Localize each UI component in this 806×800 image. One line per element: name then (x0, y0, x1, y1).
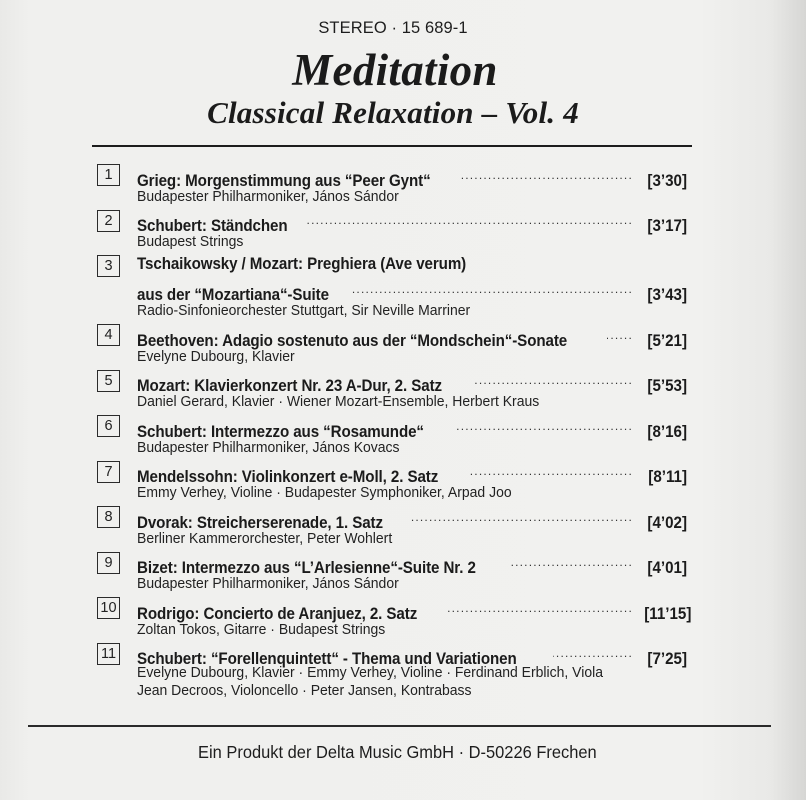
track-performers: Evelyne Dubourg, Klavier · Emmy Verhey, Violine · Ferdinand Erblich, Viola (137, 664, 603, 681)
dot-leader (307, 208, 633, 232)
track-performers: Budapester Philharmoniker, János Sándor (137, 575, 399, 592)
track-performers: Berliner Kammerorchester, Peter Wohlert (137, 529, 393, 547)
track-duration: [4’01] (647, 559, 687, 577)
track-title: Dvorak: Streicherserenade, 1. Satz (137, 513, 383, 532)
track-performers-continued: Jean Decroos, Violoncello · Peter Jansen, Kontrabass (137, 682, 472, 699)
track-duration: [7’25] (647, 650, 687, 668)
track-title: Schubert: Intermezzo aus “Rosamunde“ (137, 422, 424, 441)
track-item (97, 368, 687, 414)
bottom-divider (28, 725, 771, 727)
tracklist (97, 162, 692, 700)
track-performers: Radio-Sinfonieorchester Stuttgart, Sir Neville Marriner (137, 302, 471, 319)
catalog-number: STEREO · 15 689-1 (318, 19, 468, 37)
dot-leader (454, 413, 633, 437)
track-item (97, 162, 687, 208)
album-subtitle: Classical Relaxation – Vol. 4 (207, 95, 579, 130)
track-title: Mendelssohn: Violinkonzert e-Moll, 2. Satz (137, 468, 439, 486)
track-duration: [4’02] (647, 513, 687, 532)
publisher-footer: Ein Produkt der Delta Music GmbH · D-50226 Frechen (198, 742, 597, 762)
track-number-box: 5 (97, 370, 120, 392)
dot-leader (473, 368, 633, 392)
track-performers: Budapester Philharmoniker, János Kovacs (137, 438, 400, 456)
track-number-box: 8 (97, 506, 120, 528)
track-title: Beethoven: Adagio sostenuto aus der “Mondschein“-Sonate (137, 331, 568, 350)
dot-leader (469, 459, 633, 483)
track-number-box: 9 (97, 552, 120, 574)
track-duration: [3’30] (647, 171, 687, 190)
track-title: Mozart: Klavierkonzert Nr. 23 A-Dur, 2. Satz (137, 377, 442, 395)
track-performers: Emmy Verhey, Violine · Budapester Symphoniker, Arpad Joo (137, 484, 512, 501)
track-item (97, 550, 687, 596)
track-duration: [3’43] (647, 286, 687, 304)
track-performers: Zoltan Tokos, Gitarre · Budapest Strings (137, 620, 386, 638)
track-item (97, 208, 687, 254)
track-performers: Evelyne Dubourg, Klavier (137, 347, 295, 365)
dot-leader (461, 162, 633, 186)
track-duration: [8’11] (648, 468, 687, 486)
track-title-continued: aus der “Mozartiana“-Suite (137, 286, 329, 304)
track-number-box: 3 (97, 255, 120, 277)
track-duration: [3’17] (647, 217, 687, 235)
track-item (97, 253, 687, 322)
track-number-box: 6 (97, 415, 120, 437)
track-title: Bizet: Intermezzo aus “L’Arlesienne“-Suite Nr. 2 (137, 559, 476, 577)
track-performers: Budapester Philharmoniker, János Sándor (137, 187, 399, 205)
track-number-box: 1 (97, 164, 120, 186)
album-title: Meditation (292, 45, 498, 95)
track-duration: [8’16] (647, 422, 687, 441)
track-title: Grieg: Morgenstimmung aus “Peer Gynt“ (137, 171, 431, 190)
track-duration: [5’53] (647, 377, 687, 395)
track-item (97, 641, 687, 701)
track-performers: Daniel Gerard, Klavier · Wiener Mozart-Ensemble, Herbert Kraus (137, 393, 540, 410)
track-title: Schubert: Ständchen (137, 217, 288, 235)
dot-leader (509, 550, 633, 574)
track-number-box: 4 (97, 324, 120, 346)
track-title: Rodrigo: Concierto de Aranjuez, 2. Satz (137, 604, 418, 623)
track-duration: [11’15] (644, 604, 692, 623)
dot-leader (607, 322, 633, 346)
track-number-box: 10 (97, 597, 120, 619)
track-item (97, 504, 687, 550)
track-title: Schubert: “Forellenquintett“ - Thema und Variationen (137, 650, 517, 668)
track-item (97, 459, 687, 505)
track-duration: [5’21] (647, 331, 687, 350)
dot-leader (409, 504, 633, 528)
dot-leader (553, 641, 633, 665)
track-number-box: 2 (97, 210, 120, 232)
track-number-box: 7 (97, 461, 120, 483)
track-number-box: 11 (97, 643, 120, 665)
track-item (97, 413, 687, 459)
track-title: Tschaikowsky / Mozart: Preghiera (Ave verum) (137, 255, 467, 273)
top-divider (92, 145, 692, 147)
track-item (97, 595, 692, 641)
dot-leader (351, 277, 633, 301)
track-item (97, 322, 687, 368)
dot-leader (446, 595, 633, 619)
track-performers: Budapest Strings (137, 233, 244, 250)
